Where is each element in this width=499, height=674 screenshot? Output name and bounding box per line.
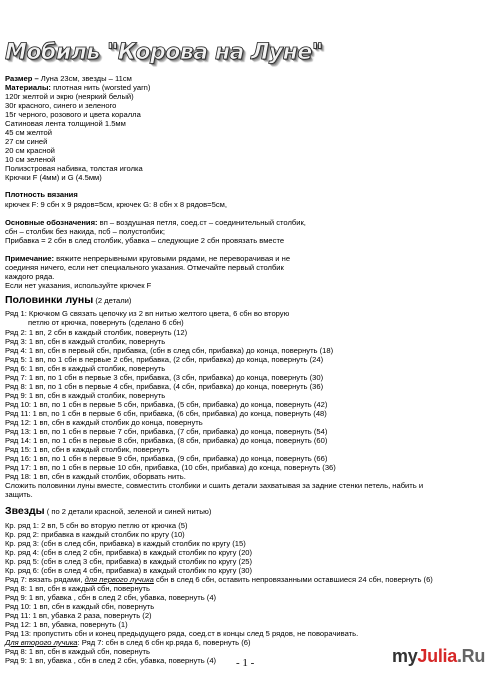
star-row: Ряд 9: 1 вп, убавка , сбн в след 2 сбн, убавка, повернуть (4) — [5, 656, 217, 665]
moon-row: Ряд 3: 1 вп, сбн в каждый столбик, повернуть — [5, 337, 166, 346]
logo-julia: Julia — [417, 646, 457, 666]
star-row: Кр. ряд 6: (сбн в след 4 сбн, прибавка) в каждый столбик по кругу (30) — [5, 566, 253, 575]
size-text: Луна 23см, звезды – 11см — [38, 74, 132, 83]
materials-item: Сатиновая лента толщиной 1.5мм — [5, 119, 126, 128]
second-ray-label: Для второго лучика — [5, 638, 78, 647]
moon-heading — [5, 296, 131, 305]
moon-row: Ряд 10: 1 вп, по 1 сбн в первые 5 сбн, прибавка, (5 сбн, прибавка) до конца, повернуть (42) — [5, 400, 328, 409]
notation-label: Основные обозначения: — [5, 218, 98, 227]
moon-row: Ряд 17: 1 вп, по 1 сбн в первые 10 сбн, прибавка, (10 сбн, прибавка) до конца, повернуть (36) — [5, 463, 336, 472]
star-row: Ряд 12: 1 вп, убавка, повернуть (1) — [5, 620, 128, 629]
page-number: - 1 - — [236, 657, 255, 669]
star-row: Ряд 13: пропустить сбн и конец предыдущего ряда, соед.ст в концы след 5 рядов, не поворачивать. — [5, 629, 359, 638]
second-ray-text: : Ряд 7: сбн в след 6 сбн кр.ряда 6, повернуть (6) — [77, 638, 251, 647]
moon-row: Ряд 2: 1 вп, 2 сбн в каждый столбик, повернуть (12) — [5, 328, 188, 337]
moon-heading-title: Половинки луны — [5, 294, 94, 306]
star-row: Ряд 9: 1 вп, убавка , сбн в след 2 сбн, убавка, повернуть (4) — [5, 593, 217, 602]
density-text: крючек F: 9 сбн х 9 рядов=5см, крючек G: 8 сбн х 8 рядов=5см, — [5, 200, 227, 209]
document-title: Мобиль "Корова на Луне" — [5, 40, 323, 65]
star-row: Ряд 8: 1 вп, сбн в каждый сбн, повернуть — [5, 647, 150, 656]
star-row: Кр. ряд 1: 2 вп, 5 сбн во вторую петлю от крючка (5) — [5, 521, 188, 530]
moon-row: Ряд 15: 1 вп, сбн в каждый столбик, повернуть — [5, 445, 170, 454]
notation-text: сбн – столбик без накида, псб – полустолбик; — [5, 227, 165, 236]
moon-finish: защить. — [5, 490, 33, 499]
moon-row: Ряд 18: 1 вп, сбн в каждый столбик, оборвать нить. — [5, 472, 186, 481]
logo-my: my — [392, 646, 418, 666]
materials-label: Материалы: — [5, 83, 51, 92]
moon-row: Ряд 13: 1 вп, по 1 сбн в первые 7 сбн, прибавка, (7 сбн, прибавка) до конца, повернуть (54) — [5, 427, 328, 436]
materials-item: 45 см желтой — [5, 128, 53, 137]
moon-row: Ряд 7: 1 вп, по 1 сбн в первые 3 сбн, прибавка, (3 сбн, прибавка) до конца, повернуть (30) — [5, 373, 324, 382]
size-label: Размер – — [5, 74, 39, 83]
moon-row: Ряд 14: 1 вп, по 1 сбн в первые 8 сбн, прибавка, (8 сбн, прибавка) до конца, повернуть (60) — [5, 436, 328, 445]
star-row: Ряд 11: 1 вп, убавка 2 раза, повернуть (2) — [5, 611, 152, 620]
moon-row: Ряд 1: Крючком G связать цепочку из 2 вп нитью желтого цвета, 6 сбн во вторую — [5, 309, 290, 318]
note-first: вяжите непрерывными круговыми рядами, не переворачивая и не — [54, 254, 291, 263]
materials-item: Полиэстровая набивка, толстая иголка — [5, 164, 143, 173]
moon-finish: Сложить половинки луны вместе, совместить столбики и сшить детали захватывая за задние стенки петель, набить и — [5, 481, 424, 490]
note-label: Примечание: — [5, 254, 55, 263]
note-text: Если нет указания, используйте крючек F — [5, 281, 152, 290]
star-row7-b: сбн в след 6 сбн, оставить непровязанными оставшиеся 24 сбн, повернуть (6) — [153, 575, 433, 584]
materials-item: 10 см зеленой — [5, 155, 56, 164]
star-row: Кр. ряд 3: (сбн в след сбн, прибавка) в каждый столбик по кругу (15) — [5, 539, 246, 548]
site-logo[interactable] — [392, 646, 485, 667]
materials-item: 30г красного, синего и зеленого — [5, 101, 117, 110]
moon-row: Ряд 12: 1 вп, сбн в каждый столбик до конца, повернуть — [5, 418, 203, 427]
notation-first: вп – воздушная петля, соед.ст – соединительный столбик, — [97, 218, 306, 227]
star-row: Ряд 10: 1 вп, сбн в каждый сбн, повернуть — [5, 602, 155, 611]
note-line — [5, 254, 290, 263]
moon-row: Ряд 9: 1 вп, сбн в каждый столбик, повернуть — [5, 391, 166, 400]
star-row7-emphasis: для первого лучика — [84, 575, 154, 584]
materials-item: 15г черного, розового и цвета коралла — [5, 110, 141, 119]
moon-row: Ряд 8: 1 вп, по 1 сбн в первые 4 сбн, прибавка, (4 сбн, прибавка) до конца, повернуть (36) — [5, 382, 324, 391]
star-row7-a: Ряд 7: вязать рядами, — [5, 575, 85, 584]
density-label: Плотность вязания — [5, 190, 78, 199]
notation-line — [5, 218, 306, 227]
materials-first: плотная нить (worsted yarn) — [50, 83, 151, 92]
materials-item: 27 см синей — [5, 137, 48, 146]
star-row: Кр. ряд 5: (сбн в след 3 сбн, прибавка) в каждый столбик по кругу (25) — [5, 557, 253, 566]
materials-item: Крючки F (4мм) и G (4.5мм) — [5, 173, 102, 182]
star-row — [5, 638, 251, 647]
stars-heading-note: ( по 2 детали красной, зеленой и синей нитью) — [44, 507, 212, 516]
logo-ru: .Ru — [456, 646, 486, 666]
moon-row: Ряд 4: 1 вп, сбн в первый сбн, прибавка, (сбн в след сбн, прибавка) до конца, повернуть (18) — [5, 346, 334, 355]
star-row — [5, 575, 433, 584]
moon-row: Ряд 5: 1 вп, по 1 сбн в первые 2 сбн, прибавка, (2 сбн, прибавка) до конца, повернуть (24) — [5, 355, 324, 364]
materials-item: 20 см красной — [5, 146, 55, 155]
moon-row: Ряд 6: 1 вп, сбн в каждый столбик, повернуть — [5, 364, 166, 373]
star-row: Ряд 8: 1 вп, сбн в каждый сбн, повернуть — [5, 584, 150, 593]
stars-heading-title: Звезды — [5, 505, 45, 517]
materials-line — [5, 83, 150, 92]
moon-row-continued: петлю от крючка, повернуть (сделано 6 сбн) — [28, 318, 184, 327]
moon-heading-note: (2 детали) — [93, 296, 132, 305]
stars-heading — [5, 507, 211, 516]
moon-row: Ряд 11: 1 вп, по 1 сбн в первые 6 сбн, прибавка, (6 сбн, прибавка) до конца, повернуть (48) — [5, 409, 327, 418]
size-line — [5, 74, 132, 83]
materials-item: 120г желтой и экрю (неяркий белый) — [5, 92, 134, 101]
star-row: Кр. ряд 4: (сбн в след 2 сбн, прибавка) в каждый столбик по кругу (20) — [5, 548, 253, 557]
note-text: каждого ряда. — [5, 272, 55, 281]
notation-text: Прибавка = 2 сбн в след столбик, убавка – следующие 2 сбн провязать вместе — [5, 236, 285, 245]
moon-row: Ряд 16: 1 вп, по 1 сбн в первые 9 сбн, прибавка, (9 сбн, прибавка) до конца, повернуть (66) — [5, 454, 328, 463]
note-text: соединяя ничего, если нет специального указания. Отмечайте первый столбик — [5, 263, 284, 272]
star-row: Кр. ряд 2: прибавка в каждый столбик по кругу (10) — [5, 530, 185, 539]
